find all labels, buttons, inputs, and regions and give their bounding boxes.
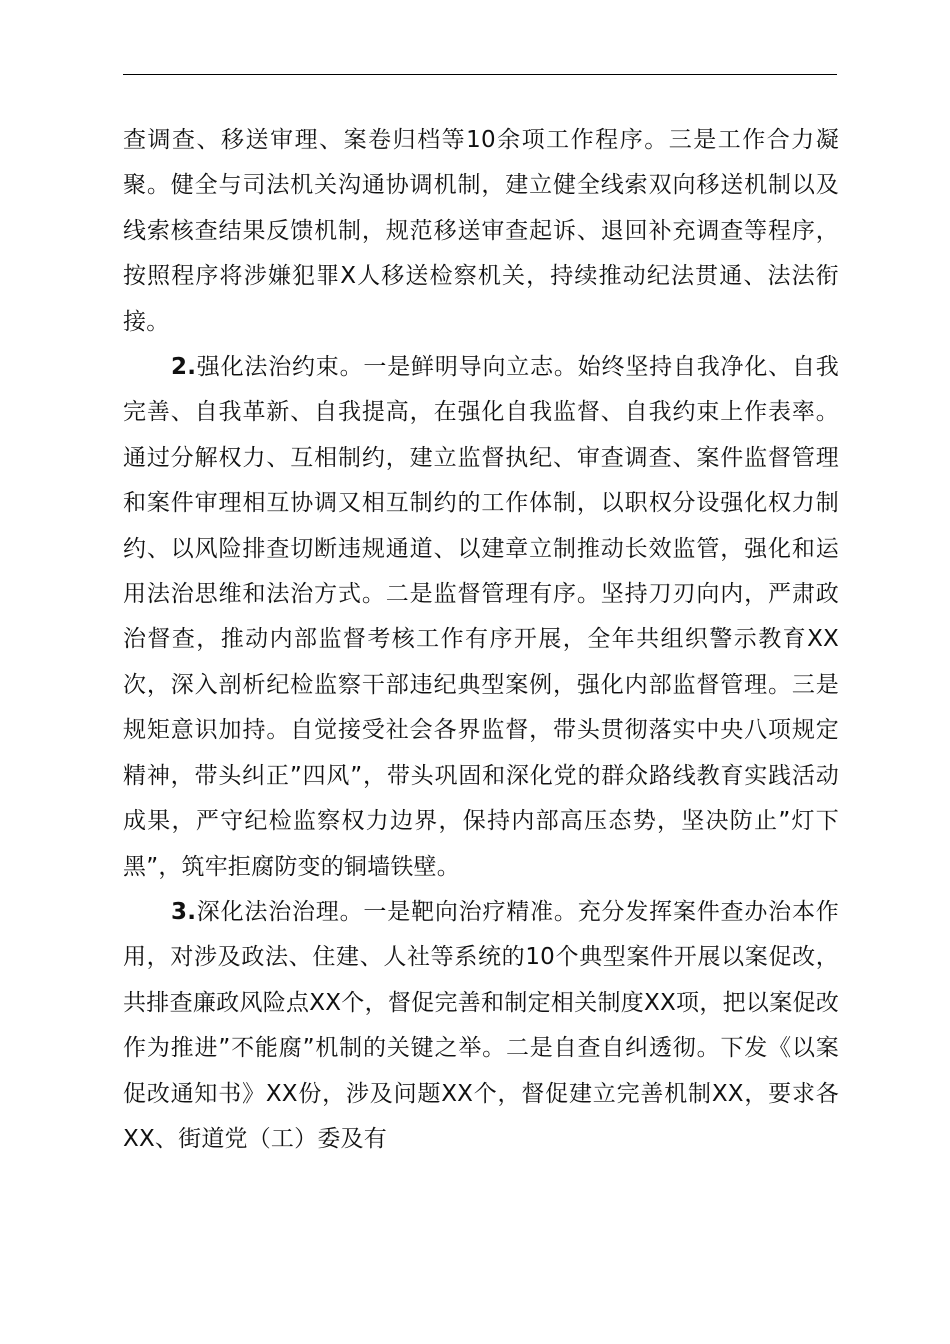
paragraph-2 [123,345,839,890]
header-rule [123,74,837,75]
paragraph-continuation [123,118,839,345]
paragraph-3 [123,890,839,1162]
document-body [123,118,839,1162]
paragraph-text: 查调查、移送审理、案卷归档等10余项工作程序。三是工作合力凝聚。健全与司法机关沟通协调机制，建立健全线索双向移送机制以及线索核查结果反馈机制，规范移送审查起诉、退回补充调查等程序，按照程序将涉嫌犯罪X人移送检察机关，持续推动纪法贯通、法法衔接。 [123,127,839,335]
paragraph-number: 3. [171,898,197,925]
paragraph-number: 2. [171,354,197,381]
paragraph-text: 强化法治约束。一是鲜明导向立志。始终坚持自我净化、自我完善、自我革新、自我提高，在强化自我监督、自我约束上作表率。通过分解权力、互相制约，建立监督执纪、审查调查、案件监督管理和案件审理相互协调又相互制约的工作体制，以职权分设强化权力制约、以风险排查切断违规通道、以建章立制推动长效监管，强化和运用法治思维和法治方式。二是监督管理有序。坚持刀刃向内，严肃政治督查，推动内部监督考核工作有序开展，全年共组织警示教育XX次，深入剖析纪检监察干部违纪典型案例，强化内部监督管理。三是规矩意识加持。自觉接受社会各界监督，带头贯彻落实中央八项规定精神，带头纠正”四风”，带头巩固和深化党的群众路线教育实践活动成果，严守纪检监察权力边界，保持内部高压态势，坚决防止”灯下黑”，筑牢拒腐防变的铜墙铁壁。 [123,354,839,880]
paragraph-text: 深化法治治理。一是靶向治疗精准。充分发挥案件查办治本作用，对涉及政法、住建、人社等系统的10个典型案件开展以案促改，共排查廉政风险点XX个，督促完善和制定相关制度XX项，把以案促改作为推进”不能腐”机制的关键之举。二是自查自纠透彻。下发《以案促改通知书》XX份，涉及问题XX个，督促建立完善机制XX，要求各XX、街道党（工）委及有 [123,898,839,1152]
